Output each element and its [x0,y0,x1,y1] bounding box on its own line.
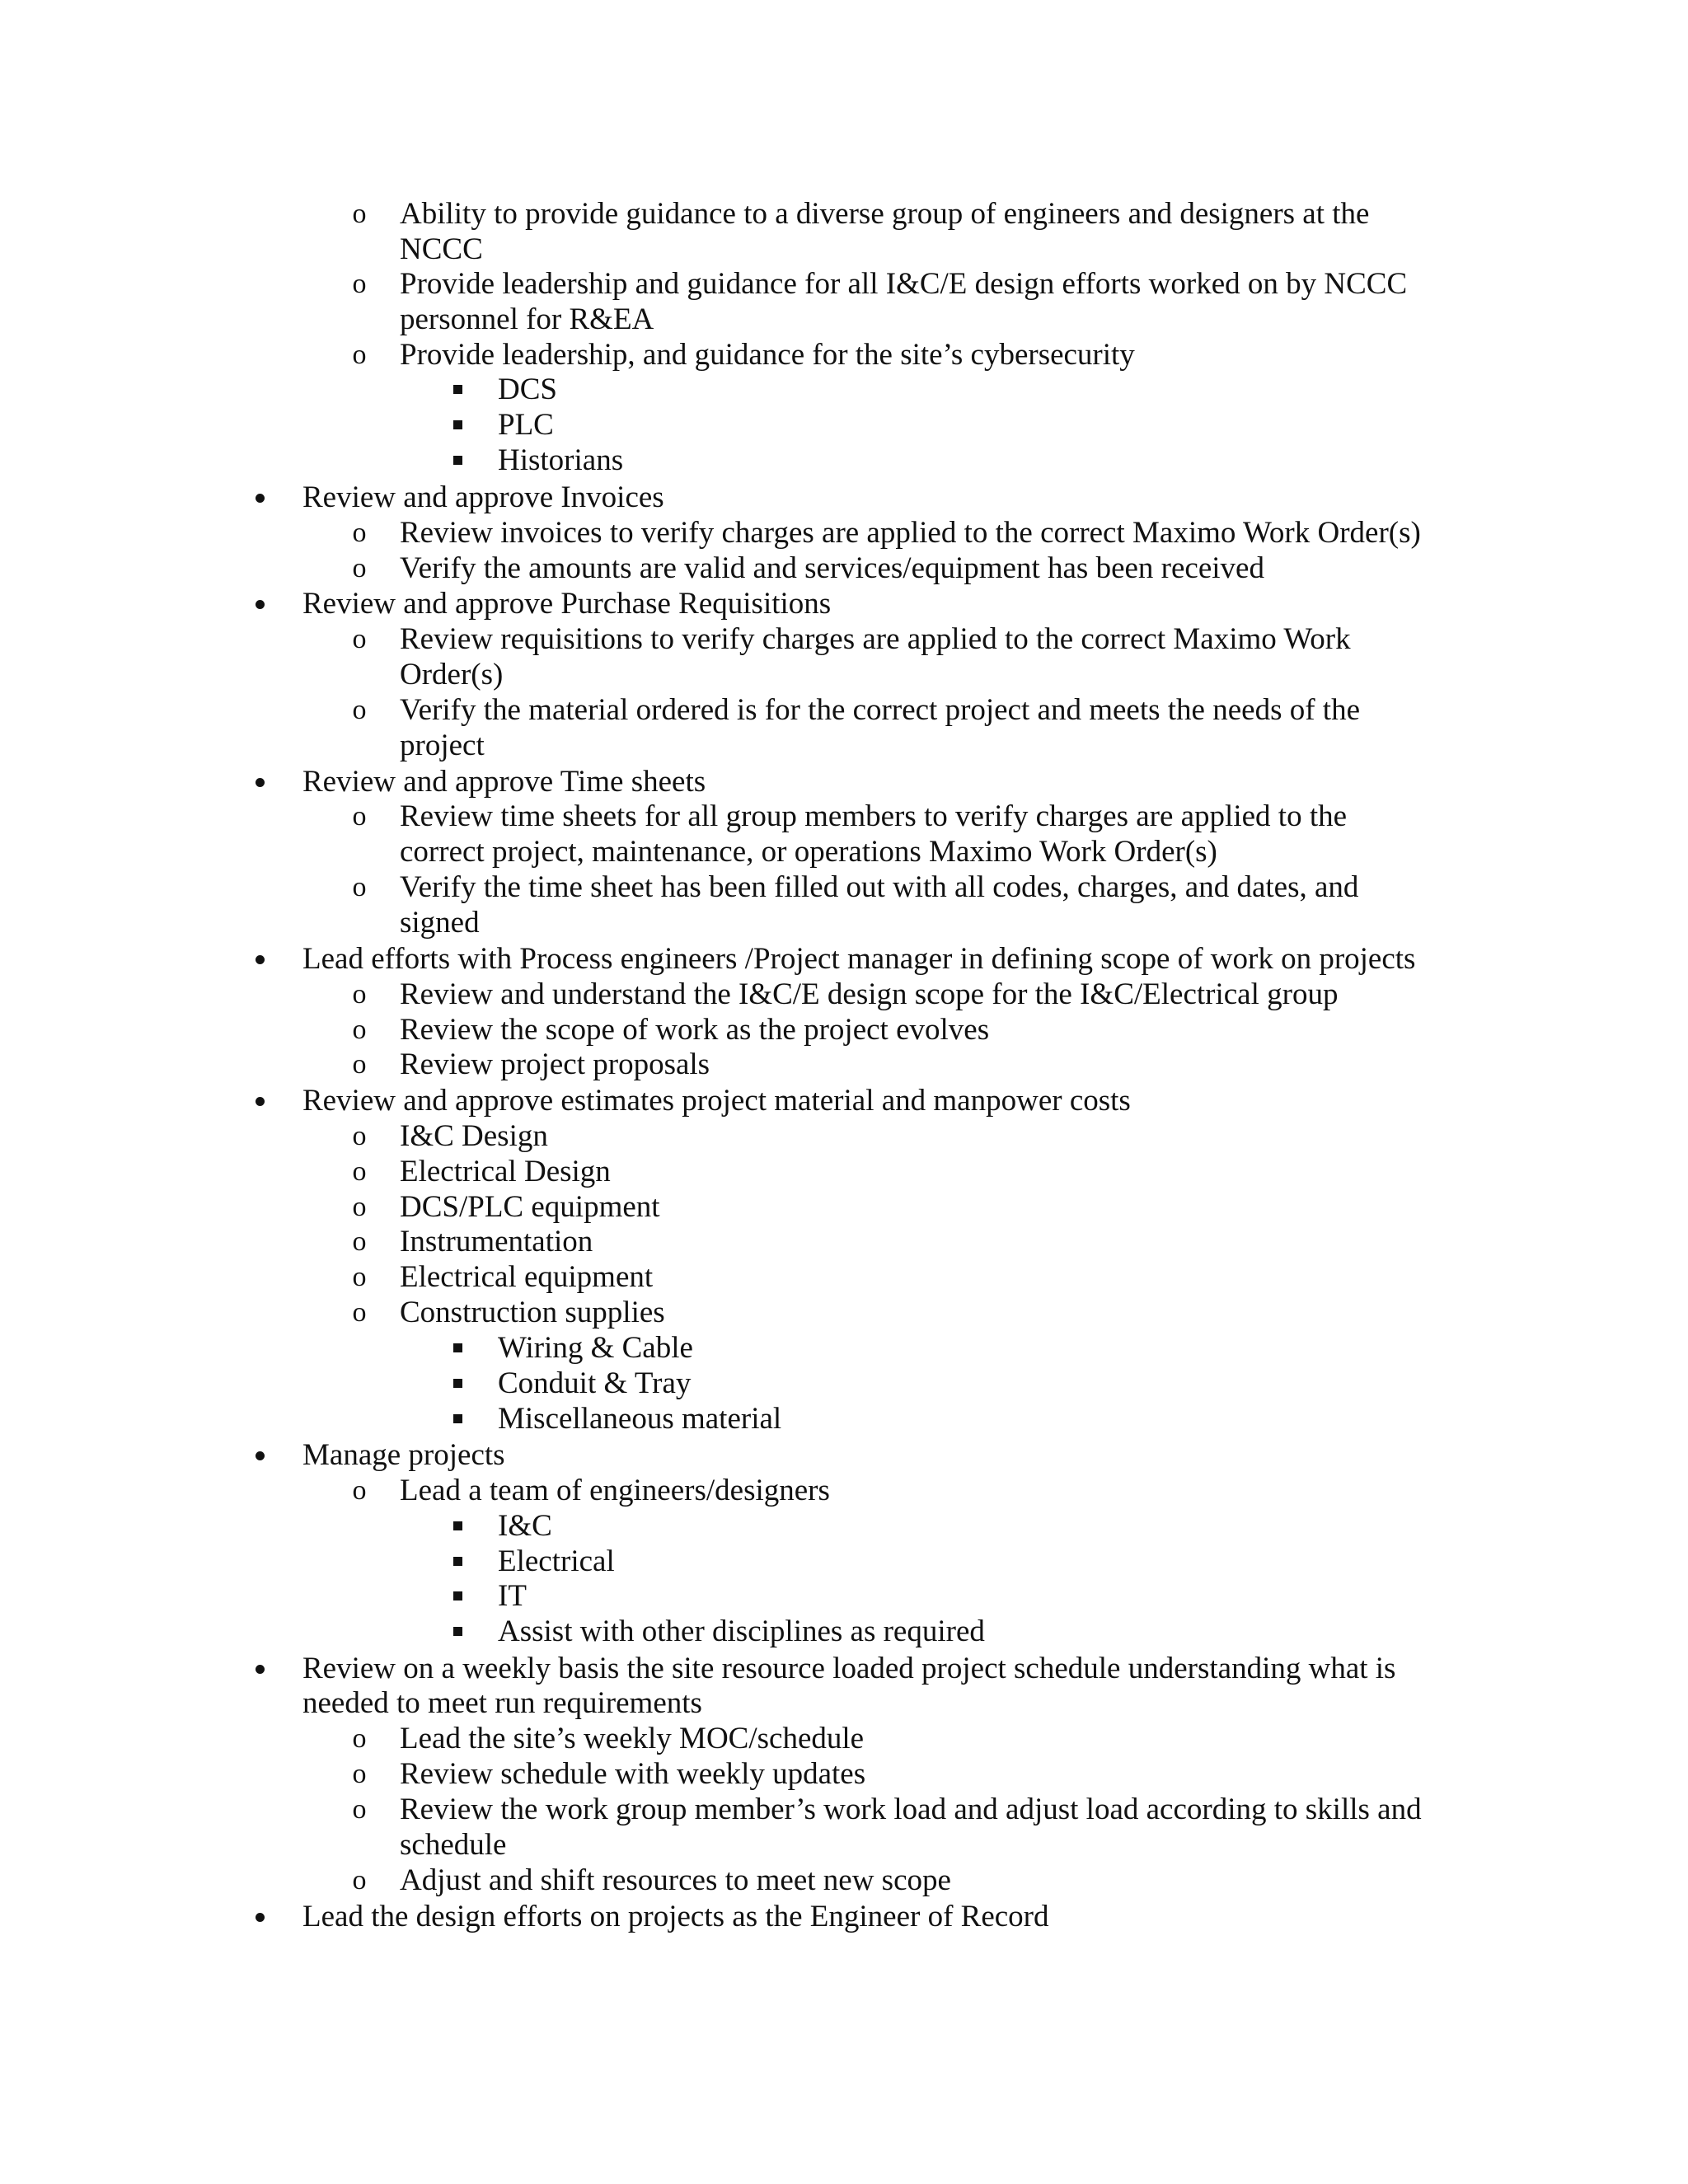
bullet-circle-icon: o [352,269,367,299]
bullet-circle-icon: o [352,1759,367,1789]
list-item-text: Review the scope of work as the project evolves [400,1013,990,1047]
bullet-circle-icon: o [352,624,367,654]
list-item-text: Review requisitions to verify charges are applied to the correct Maximo Work [400,622,1351,656]
bullet-circle-icon: o [352,695,367,725]
list-item-text: correct project, maintenance, or operations Maximo Work Order(s) [400,835,1217,869]
list-item-text: Assist with other disciplines as required [498,1615,985,1648]
list-item-text: Review and approve Purchase Requisitions [302,587,832,621]
list-item-text: DCS [498,373,557,406]
list-item-text: NCCC [400,232,483,266]
list-item-text: I&C [498,1509,552,1543]
bullet-circle-icon: o [352,872,367,902]
list-item-text: Review invoices to verify charges are applied to the correct Maximo Work Order(s) [400,516,1421,550]
list-item-text: Review schedule with weekly updates [400,1757,866,1791]
list-item-text: Review the work group member’s work load and adjust load according to skills and [400,1793,1422,1826]
list-item-text: Ability to provide guidance to a diverse group of engineers and designers at the [400,197,1370,231]
list-item-text: Verify the time sheet has been filled out with all codes, charges, and dates, and [400,870,1359,904]
list-item-text: Provide leadership, and guidance for the site’s cybersecurity [400,338,1135,372]
bullet-circle-icon: o [352,340,367,370]
list-item-text: Review time sheets for all group members to verify charges are applied to the [400,799,1348,833]
list-item-text: Review and understand the I&C/E design scope for the I&C/Electrical group [400,977,1339,1011]
list-item-text: Construction supplies [400,1296,665,1329]
list-item-text: Review and approve estimates project material and manpower costs [302,1084,1131,1118]
bullet-circle-icon: o [352,1262,367,1292]
list-item-text: Lead the site’s weekly MOC/schedule [400,1722,865,1755]
bullet-circle-icon: o [352,1015,367,1045]
list-item-text: Electrical [498,1544,615,1578]
list-item-text: Lead efforts with Process engineers /Project manager in defining scope of work on projects [302,942,1416,976]
bullet-circle-icon: o [352,1297,367,1328]
list-item-text: Adjust and shift resources to meet new scope [400,1863,951,1897]
list-item-text: Manage projects [302,1438,505,1472]
list-item-text: IT [498,1579,527,1613]
list-item-text: Review and approve Time sheets [302,765,706,799]
list-item-text: Historians [498,443,624,477]
list-item-text: Wiring & Cable [498,1331,693,1365]
list-item-text: Review and approve Invoices [302,480,664,514]
list-item-text: Lead a team of engineers/designers [400,1474,830,1507]
bullet-circle-icon: o [352,518,367,548]
list-item-text: Electrical Design [400,1155,611,1188]
bullet-circle-icon: o [352,801,367,832]
list-item-text: personnel for R&EA [400,302,654,336]
bullet-circle-icon: o [352,199,367,229]
bullet-circle-icon: o [352,1226,367,1257]
bullet-circle-icon: o [352,979,367,1010]
bullet-circle-icon: o [352,1475,367,1506]
list-item-text: signed [400,906,480,940]
list-item-text: Instrumentation [400,1225,593,1258]
bullet-circle-icon: o [352,1156,367,1187]
bullet-circle-icon: o [352,1794,367,1825]
list-item-text: Review project proposals [400,1047,710,1081]
bullet-circle-icon: o [352,1192,367,1222]
list-item-text: Order(s) [400,658,504,691]
bullet-circle-icon: o [352,1049,367,1080]
list-item-text: Verify the material ordered is for the correct project and meets the needs of the [400,693,1360,727]
list-item-text: Electrical equipment [400,1260,654,1294]
list-item-text: PLC [498,408,554,442]
bullet-circle-icon: o [352,1121,367,1151]
list-item-text: DCS/PLC equipment [400,1190,660,1224]
list-item-text: needed to meet run requirements [302,1686,702,1720]
list-item-text: Review on a weekly basis the site resource loaded project schedule understanding what is [302,1652,1396,1685]
bullet-circle-icon: o [352,553,367,583]
bullet-circle-icon: o [352,1865,367,1896]
list-item-text: Miscellaneous material [498,1402,782,1436]
list-item-text: Lead the design efforts on projects as the Engineer of Record [302,1900,1049,1933]
list-item-text: project [400,729,485,762]
list-item-text: Conduit & Tray [498,1366,692,1400]
list-item-text: schedule [400,1828,507,1862]
list-item-text: Provide leadership and guidance for all I&C/E design efforts worked on by NCCC [400,267,1408,301]
list-item-text: I&C Design [400,1119,548,1153]
bullet-circle-icon: o [352,1723,367,1754]
list-item-text: Verify the amounts are valid and services/equipment has been received [400,551,1264,585]
